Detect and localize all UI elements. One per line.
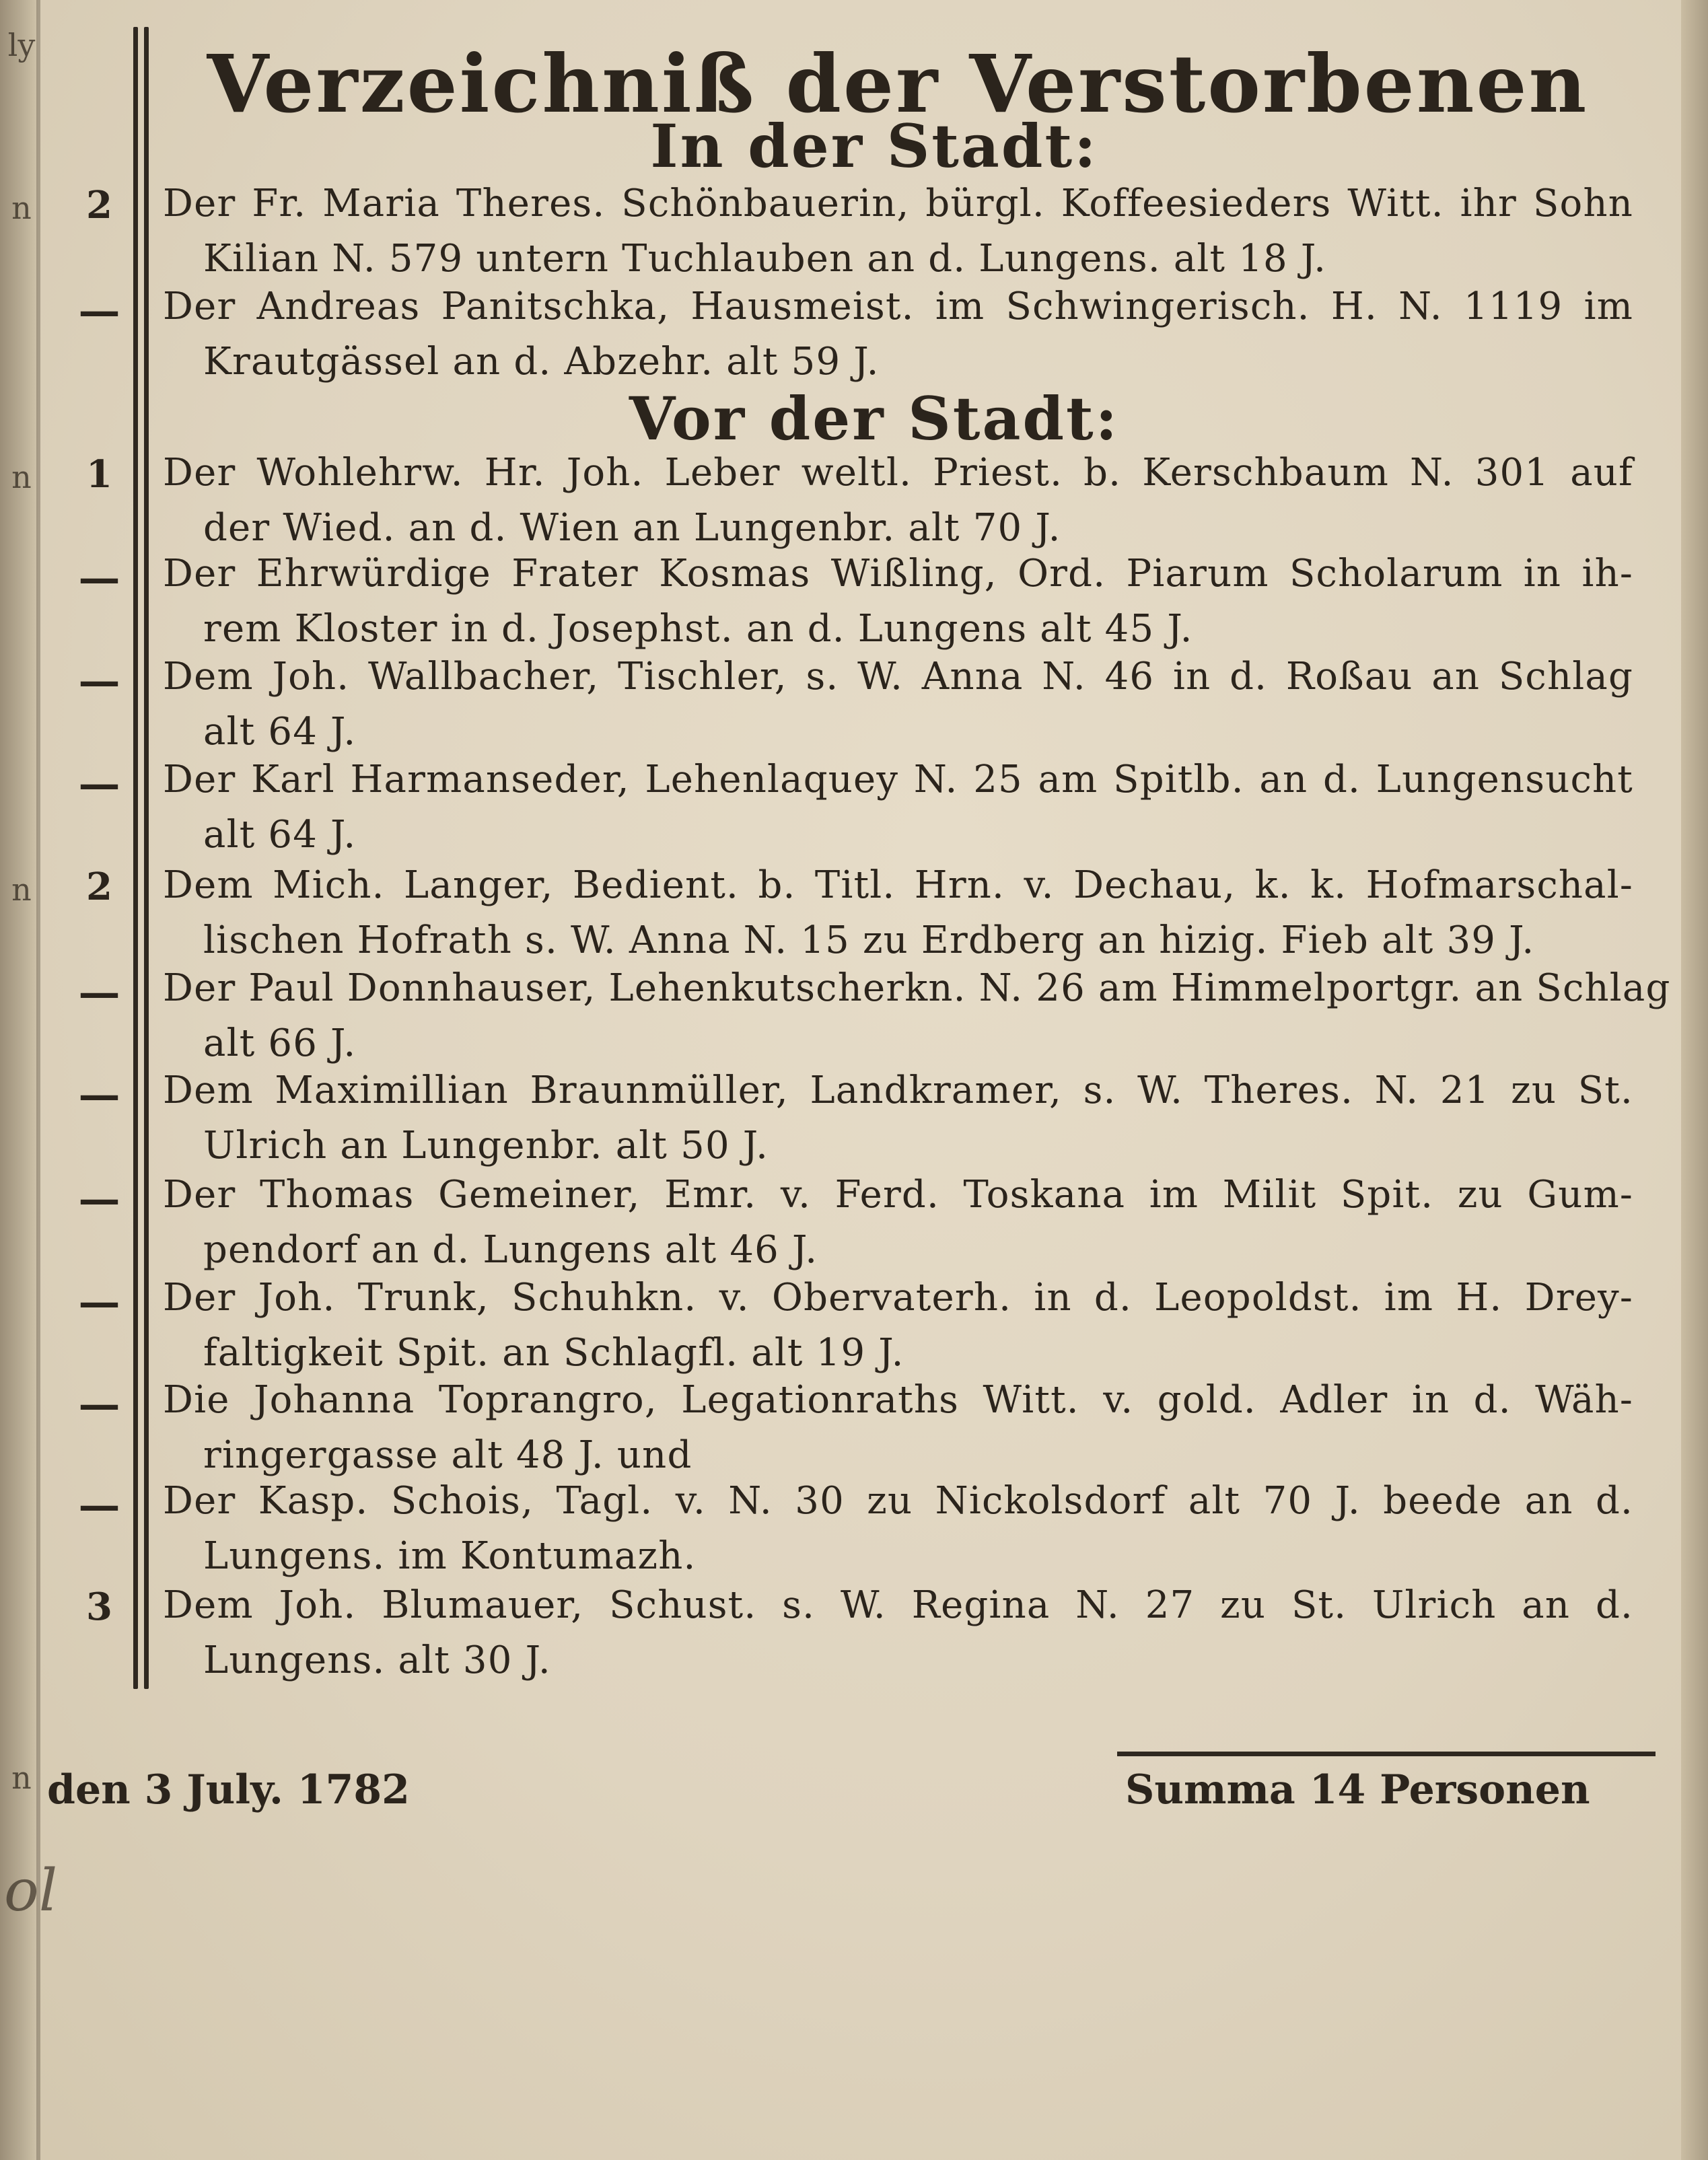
entry-line: Krautgässel an d. Abzehr. alt 59 J. xyxy=(203,340,880,384)
footer-total: Summa 14 Personen xyxy=(1125,1766,1590,1813)
entry-number: 1 xyxy=(86,452,112,497)
entry-line: Die Johanna Toprangro, Legationraths Witt. v. gold. Adler in d. Wäh- xyxy=(163,1378,1633,1422)
register-entry xyxy=(163,961,1671,1071)
column-rule xyxy=(144,27,149,1689)
margin-handwriting: ol xyxy=(4,1857,58,1924)
entry-line: Dem Mich. Langer, Bedient. b. Titl. Hrn. v. Dechau, k. k. Hofmarschal- xyxy=(163,863,1633,907)
register-entry xyxy=(163,279,1633,390)
entry-number: — xyxy=(78,1277,120,1326)
register-entry xyxy=(163,445,1633,556)
register-entry xyxy=(163,546,1633,657)
register-entry xyxy=(163,1578,1633,1688)
entry-line: alt 64 J. xyxy=(203,710,357,754)
page-crease xyxy=(36,0,40,2160)
entry-line: pendorf an d. Lungens alt 46 J. xyxy=(203,1228,818,1272)
margin-stub: n xyxy=(11,459,32,495)
section-heading-city: In der Stadt: xyxy=(650,111,1098,181)
entry-line: Lungens. alt 30 J. xyxy=(203,1639,551,1682)
register-entry xyxy=(163,1373,1633,1483)
register-entry xyxy=(163,752,1633,863)
entry-line: rem Kloster in d. Josephst. an d. Lungens alt 45 J. xyxy=(203,607,1193,651)
entry-line: lischen Hofrath s. W. Anna N. 15 zu Erdberg an hizig. Fieb alt 39 J. xyxy=(203,919,1535,962)
entry-number: — xyxy=(78,1174,120,1223)
register-entry xyxy=(163,1063,1633,1174)
entry-number: — xyxy=(78,1480,120,1529)
margin-stub: n xyxy=(11,1760,32,1796)
page-title: Verzeichniß der Verstorbenen xyxy=(207,37,1589,131)
entry-line: Ulrich an Lungenbr. alt 50 J. xyxy=(203,1124,769,1167)
section-heading-suburbs: Vor der Stadt: xyxy=(629,384,1120,454)
entry-line: Dem Joh. Blumauer, Schust. s. W. Regina N. 27 zu St. Ulrich an d. xyxy=(163,1583,1633,1627)
entry-line: Dem Joh. Wallbacher, Tischler, s. W. Anna N. 46 in d. Roßau an Schlag xyxy=(163,655,1633,698)
entry-line: Der Paul Donnhauser, Lehenkutscherkn. N. 26 am Himmelportgr. an Schlag xyxy=(163,966,1671,1010)
register-entry xyxy=(163,1167,1633,1278)
footer-date: den 3 July. 1782 xyxy=(47,1766,410,1813)
entry-number: — xyxy=(78,968,120,1017)
entry-line: Der Karl Harmanseder, Lehenlaquey N. 25 am Spitlb. an d. Lungensucht xyxy=(163,758,1633,801)
entry-line: der Wied. an d. Wien an Lungenbr. alt 70 J. xyxy=(203,506,1061,550)
entry-number: 2 xyxy=(86,865,112,909)
register-entry xyxy=(163,858,1633,968)
entry-number: 2 xyxy=(86,183,112,227)
book-binding xyxy=(0,0,38,2160)
register-entry xyxy=(163,1270,1633,1381)
entry-number: — xyxy=(78,1379,120,1429)
entry-line: Der Andreas Panitschka, Hausmeist. im Schwingerisch. H. N. 1119 im xyxy=(163,285,1633,328)
entry-line: alt 66 J. xyxy=(203,1021,357,1065)
entry-line: Lungens. im Kontumazh. xyxy=(203,1534,697,1578)
margin-stub: n xyxy=(11,871,32,908)
entry-line: Dem Maximillian Braunmüller, Landkramer, s. W. Theres. N. 21 zu St. xyxy=(163,1069,1633,1112)
entry-number: — xyxy=(78,286,120,335)
entry-line: Kilian N. 579 untern Tuchlauben an d. Lungens. alt 18 J. xyxy=(203,237,1327,281)
entry-number: — xyxy=(78,553,120,602)
entry-line: Der Ehrwürdige Frater Kosmas Wißling, Ord. Piarum Scholarum in ih- xyxy=(163,552,1633,596)
entry-line: Der Thomas Gemeiner, Emr. v. Ferd. Toskana im Milit Spit. zu Gum- xyxy=(163,1173,1633,1217)
margin-stub: n xyxy=(11,190,32,226)
entry-line: Der Joh. Trunk, Schuhkn. v. Obervaterh. in d. Leopoldst. im H. Drey- xyxy=(163,1276,1633,1320)
entry-number: 3 xyxy=(86,1585,112,1629)
entry-line: Der Fr. Maria Theres. Schönbauerin, bürgl. Koffeesieders Witt. ihr Sohn xyxy=(163,182,1633,225)
column-rule-extra xyxy=(133,1425,137,1689)
entry-line: Der Kasp. Schois, Tagl. v. N. 30 zu Nickolsdorf alt 70 J. beede an d. xyxy=(163,1479,1633,1523)
entry-line: Der Wohlehrw. Hr. Joh. Leber weltl. Priest. b. Kerschbaum N. 301 auf xyxy=(163,451,1633,495)
entry-line: alt 64 J. xyxy=(203,813,357,857)
entry-number: — xyxy=(78,1070,120,1119)
margin-stub: ly xyxy=(7,27,36,63)
register-entry xyxy=(163,1474,1633,1584)
entry-line: ringergasse alt 48 J. und xyxy=(203,1433,692,1477)
entry-number: — xyxy=(78,656,120,705)
total-rule xyxy=(1117,1752,1656,1756)
register-entry xyxy=(163,649,1633,760)
register-entry xyxy=(163,176,1633,287)
entry-line: faltigkeit Spit. an Schlagfl. alt 19 J. xyxy=(203,1331,904,1375)
page-edge xyxy=(1681,0,1708,2160)
entry-number: — xyxy=(78,759,120,808)
